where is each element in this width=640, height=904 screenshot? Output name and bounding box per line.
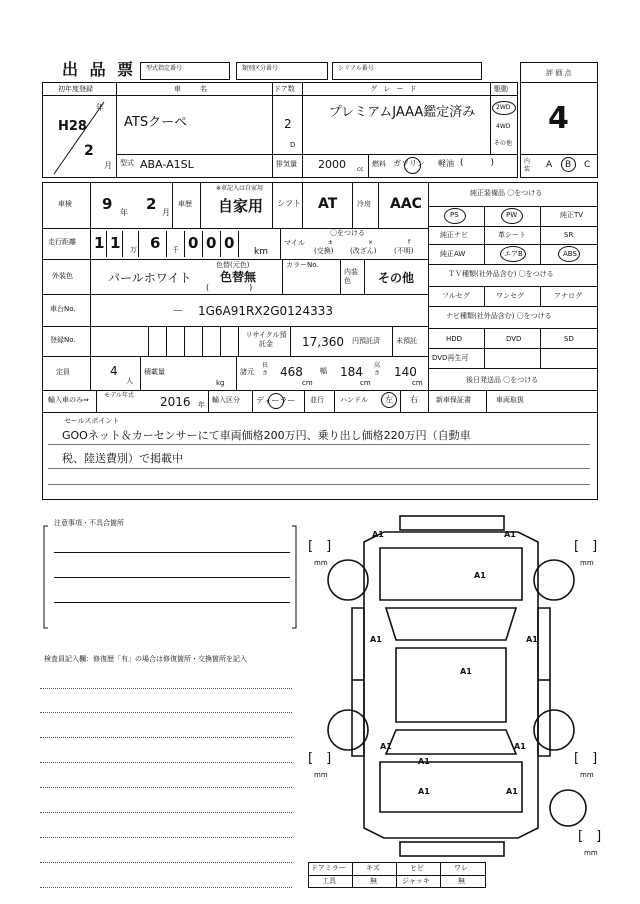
mark-a1-roof: A1 <box>460 667 472 676</box>
dealer-option[interactable]: ディーラー <box>256 396 296 405</box>
dvd-player[interactable]: DVD再生可 <box>432 354 469 362</box>
mark-a1-hood: A1 <box>474 571 486 580</box>
mark-a1-rear-bumper-right: A1 <box>506 787 518 796</box>
equip-sr[interactable]: SR <box>564 231 574 239</box>
drive-2wd[interactable]: 2WD <box>496 104 511 111</box>
inspector-label: 検査員記入欄：修復歴「有」の場合は修復箇所・交換箇所を記入 <box>44 655 247 663</box>
mileage-digits <box>90 229 274 259</box>
footer-crack[interactable]: ヒビ <box>410 864 424 872</box>
drive-4wd[interactable]: 4WD <box>496 123 511 130</box>
footer-jack-value: 無 <box>458 877 465 885</box>
caution-label: 注意事項・不具合箇所 <box>54 519 124 527</box>
interior-c[interactable]: C <box>584 160 591 170</box>
kg-unit: kg <box>216 379 225 387</box>
model-year-value: 2016 <box>160 395 191 409</box>
int-color-label: 内装色 <box>344 268 358 285</box>
chassis-value: 1G6A91RX2G0124333 <box>198 304 333 318</box>
first-reg-year: H28 <box>58 119 87 134</box>
length-value: 468 <box>280 365 303 379</box>
first-reg-label: 初年度登録 <box>58 85 93 93</box>
mark-a1-rear-bumper-left: A1 <box>418 787 430 796</box>
form-title: 出 品 票 <box>62 60 137 79</box>
month-unit: 月 <box>104 161 112 170</box>
mark-a1-left-door: A1 <box>370 635 382 644</box>
vehicle-name: ATSクーペ <box>124 115 188 130</box>
shaken-year-unit: 年 <box>120 208 128 217</box>
drive-other[interactable]: その他 <box>494 140 513 147</box>
shaken-label: 車検 <box>58 200 72 208</box>
ac-label: 冷房 <box>357 200 371 208</box>
equip-airbag-circle <box>500 246 526 262</box>
history-value: 自家用 <box>218 197 264 215</box>
modified-option[interactable]: (改ざん) <box>350 247 377 255</box>
model-year-unit: 年 <box>198 401 205 409</box>
mileage-digit-2: 1 <box>110 234 121 252</box>
model-value: ABA-A1SL <box>140 158 194 171</box>
unknown-option[interactable]: (不明) <box>394 247 414 255</box>
mark-a1-rear-right: A1 <box>514 742 526 751</box>
cc-unit: cc <box>357 166 364 173</box>
sen-unit: 千 <box>172 246 179 254</box>
mileage-digit-5: 0 <box>206 234 217 252</box>
unknown-mark: f <box>408 239 411 246</box>
door-sub: D <box>290 141 296 149</box>
height-label: 高さ <box>374 362 381 377</box>
height-cm: cm <box>412 379 423 387</box>
equip-tv[interactable]: 純正TV <box>560 211 584 219</box>
equip-leather[interactable]: 革シート <box>498 231 526 239</box>
width-value: 184 <box>340 365 363 379</box>
interior-a[interactable]: A <box>546 160 553 170</box>
recycle-not[interactable]: 未預託 <box>396 337 417 345</box>
tire-bracket-fr: [ ] <box>574 539 598 554</box>
tv-analog[interactable]: アナログ <box>554 292 582 300</box>
ext-color-value: パールホワイト <box>108 271 192 285</box>
grade-label: グ レ ー ド <box>370 85 419 93</box>
load-label: 積載量 <box>144 368 165 376</box>
ext-color-label: 外装色 <box>52 272 73 280</box>
mm-spare: mm <box>584 849 598 857</box>
footer-chip[interactable]: ワレ <box>454 864 468 872</box>
length-cm: cm <box>302 379 313 387</box>
car-diagram <box>300 508 600 868</box>
equip-pw[interactable]: PW <box>506 211 518 219</box>
tire-bracket-fl: [ ] <box>308 539 332 554</box>
mileage-digit-3: 6 <box>150 234 161 252</box>
mark-a1-front-right: A1 <box>504 530 516 539</box>
equip-abs[interactable]: ABS <box>563 250 577 258</box>
mm-rr: mm <box>580 771 594 779</box>
handle-circle <box>381 392 397 408</box>
color-change-value: 色替無 <box>220 270 257 284</box>
eval-score: 4 <box>548 101 569 136</box>
mileage-digit-4: 0 <box>188 234 199 252</box>
mark-a1-rear-left: A1 <box>380 742 392 751</box>
height-value: 140 <box>394 365 417 379</box>
model-year-label: モデル年式 <box>104 392 134 399</box>
sales-point-line2: 税、陸送費別）で掲載中 <box>62 452 183 465</box>
doors-label: ドア数 <box>274 85 295 93</box>
man-unit: 万 <box>130 246 137 254</box>
warranty-option[interactable]: 新車保証書 <box>436 396 471 404</box>
reg-no-label: 登録No. <box>50 336 76 344</box>
mile-label: マイル <box>284 239 305 247</box>
recycle-done[interactable]: 円預託済 <box>352 337 380 345</box>
tire-bracket-spare: [ ] <box>578 829 602 844</box>
footer-tools: 工具 <box>322 877 336 885</box>
interior-b[interactable]: B <box>565 160 572 170</box>
shape-no-label: 型式指定番号 <box>146 65 183 72</box>
color-no-label: カラーNo. <box>286 261 319 269</box>
shift-value: AT <box>318 196 338 212</box>
tv-type-title: ＴＶ種類(社外品含む) 〇をつける <box>448 270 554 278</box>
handle-label: ハンドル <box>340 396 368 404</box>
navi-hdd[interactable]: HDD <box>446 335 463 343</box>
equip-pw-circle <box>501 208 523 224</box>
interior-label: 内装 <box>524 158 531 173</box>
modified-mark: × <box>368 239 374 246</box>
navi-type-title: ナビ種類(社外品含む) 〇をつける <box>446 312 552 320</box>
fuel-circle <box>404 157 421 174</box>
year-unit: 年 <box>96 103 104 112</box>
displacement-label: 排気量 <box>276 160 297 168</box>
history-label: 車歴 <box>178 200 192 208</box>
exchange-option[interactable]: (交換) <box>314 247 334 255</box>
equip-ps[interactable]: PS <box>450 211 459 219</box>
ac-value: AAC <box>390 196 422 212</box>
mileage-label: 走行距離 <box>48 238 76 246</box>
equip-ps-circle <box>444 208 466 224</box>
navi-sd[interactable]: SD <box>564 335 574 343</box>
class-no-label: 類別区分番号 <box>242 65 279 72</box>
door-count: 2 <box>284 117 292 131</box>
capacity-unit: 人 <box>126 377 133 385</box>
mark-a1-trunk: A1 <box>418 757 430 766</box>
fuel-gasoline[interactable]: ガソリン <box>393 159 425 168</box>
mileage-digit-1: 1 <box>94 234 105 252</box>
mm-fr: mm <box>580 559 594 567</box>
shaken-month-unit: 月 <box>162 208 170 217</box>
mm-fl: mm <box>314 559 328 567</box>
exchange-mark: ± <box>328 239 334 246</box>
color-change-label: 色替(元色) <box>216 261 250 269</box>
circle-note: 〇をつける <box>330 229 365 237</box>
color-change-paren: ( ) <box>206 283 253 292</box>
tv-oneseg[interactable]: ワンセグ <box>496 292 524 300</box>
equip-aw[interactable]: 純正AW <box>440 250 466 258</box>
shift-label: シフト <box>277 199 301 208</box>
fuel-label: 燃料 <box>372 160 386 168</box>
fuel-paren: ( ) <box>460 158 495 168</box>
dims-label: 諸元 <box>240 368 254 376</box>
mm-rl: mm <box>314 771 328 779</box>
km-unit: km <box>254 247 268 257</box>
width-label: 幅 <box>320 367 327 375</box>
equip-abs-circle <box>558 246 580 262</box>
capacity-value: 4 <box>110 364 118 378</box>
chassis-label: 車台No. <box>50 305 76 313</box>
footer-door-mirror: ドアミラー <box>311 864 346 872</box>
tv-fullseg[interactable]: フルセグ <box>442 292 470 300</box>
sales-point-label: セールスポイント <box>64 417 120 425</box>
first-reg-month: 2 <box>84 143 94 159</box>
import-label: 輸入車のみ⇒ <box>48 396 89 404</box>
equip-airbag[interactable]: エアB <box>504 250 523 258</box>
mileage-digit-6: 0 <box>224 234 235 252</box>
grade-value: プレミアムJAAA鑑定済み <box>328 105 476 120</box>
eval-label: 評 価 点 <box>546 69 572 77</box>
dealer-circle <box>268 393 284 409</box>
tire-bracket-rr: [ ] <box>574 751 598 766</box>
model-label: 型式 <box>120 159 134 167</box>
shaken-year: 9 <box>102 195 113 213</box>
name-label: 車 名 <box>174 85 213 93</box>
import-type-label: 輸入区分 <box>212 396 240 404</box>
tire-bracket-rl: [ ] <box>308 751 332 766</box>
mark-a1-right-door: A1 <box>526 635 538 644</box>
manual-option[interactable]: 車両取扱 <box>496 396 524 404</box>
equipment-title: 純正装備品 〇をつける <box>470 189 543 197</box>
fuel-diesel[interactable]: 軽油 <box>438 159 454 168</box>
chassis-dash: － <box>172 304 185 318</box>
footer-scratch[interactable]: キズ <box>366 864 380 872</box>
recycle-label: リサイクル預託金 <box>245 331 287 348</box>
shaken-month: 2 <box>146 195 157 213</box>
handle-left[interactable]: 左 <box>385 395 393 404</box>
width-cm: cm <box>360 379 371 387</box>
parallel-option[interactable]: 並行 <box>310 396 324 404</box>
equip-navi[interactable]: 純正ナビ <box>440 231 468 239</box>
mark-a1-front-left: A1 <box>372 530 384 539</box>
serial-label: シリアル番号 <box>338 65 374 72</box>
sales-point-line1: GOOネット＆カーセンサーにて車両価格200万円、乗り出し価格220万円（自動車 <box>62 429 471 442</box>
navi-dvd[interactable]: DVD <box>506 335 522 343</box>
capacity-label: 定員 <box>56 368 70 376</box>
handle-right[interactable]: 右 <box>410 395 418 404</box>
footer-jack: ジャッキ <box>402 877 430 885</box>
later-items-title: 後日発送品 〇をつける <box>466 376 539 384</box>
footer-tools-value: 無 <box>370 877 377 885</box>
drive-label: 駆動 <box>494 85 508 93</box>
length-label: 長さ <box>262 362 269 377</box>
history-note: ※車記入は自家用 <box>216 185 264 192</box>
displacement-value: 2000 <box>318 158 346 171</box>
int-color-value: その他 <box>378 271 415 285</box>
recycle-value: 17,360 <box>302 335 344 349</box>
